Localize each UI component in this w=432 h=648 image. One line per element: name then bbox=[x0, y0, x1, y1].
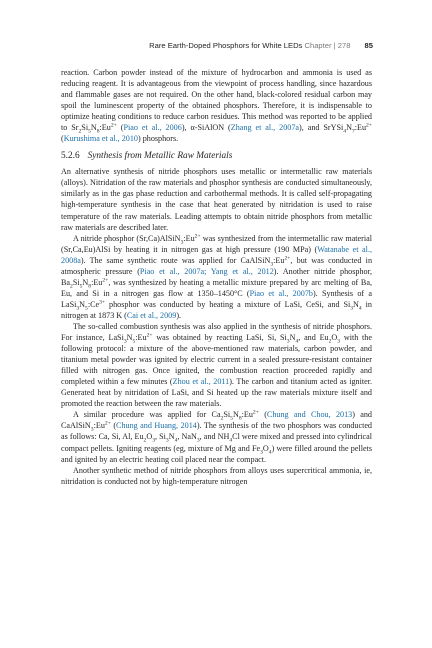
body-text bbox=[61, 67, 372, 487]
citation-link[interactable]: Piao et al., 2006 bbox=[123, 123, 182, 133]
citation-link[interactable]: Piao et al., 2007a; Yang et al., 2012 bbox=[139, 266, 274, 276]
citation-link[interactable]: Chung and Chou, 2013 bbox=[266, 410, 353, 420]
citation-link[interactable]: Chung and Huang, 2014 bbox=[116, 421, 197, 431]
book-title: Rare Earth-Doped Phosphors for White LEDs bbox=[149, 41, 303, 50]
running-header bbox=[149, 41, 373, 50]
citation-link[interactable]: Cai et al., 2009 bbox=[126, 310, 177, 320]
citation-link[interactable]: Zhang et al., 2007a bbox=[230, 123, 300, 133]
citation-link[interactable]: Watanabe et al., 2008a bbox=[61, 244, 372, 265]
section-number: 5.2.6 bbox=[61, 151, 80, 162]
page-number: 85 bbox=[364, 41, 373, 50]
paragraph-5: A similar procedure was applied for $Ca_2Si_5N_8:Eu^{2+}$ (Chung and Chou, 2013) and $CaAlSiN_3:Eu^{2+}$ (Chung and Huang, 2014). The synthesis of the two phosphors was conducted as follows: Ca, Si, Al, $Eu_2O_3$, $Si_3N_4$, NaN$_3$, and $NH_4Cl$ were mixed and pressed into cylindrical compact pellets. Igniting reagents (eg, mixture of Mg and $Fe_3O_4$) were filled around the pellets and ignited by an electric heating coil placed near the compact. bbox=[61, 409, 373, 464]
section-title: Synthesis from Metallic Raw Materials bbox=[87, 151, 233, 162]
paragraph-6: Another synthetic method of nitride phosphors from alloys uses supercritical ammonia, ie, nitridation is conducted not by high-temperature nitrogen bbox=[61, 465, 372, 486]
citation-link[interactable]: Zhou et al., 2011 bbox=[172, 377, 230, 387]
section-heading bbox=[61, 150, 372, 162]
paragraph-2: An alternative synthesis of nitride phosphors uses metallic or intermetallic raw materials (alloys). Nitridation of the raw materials and phosphor synthesis are conducted simultaneously, similarly as in the gas phase reduction and carbothermal methods. It is called self-propagating high-temperature synthesis in the case that heat generated by nitridation is used to raise temperature of the raw materials. Leading attempts to obtain nitride phosphors from metallic raw materials are described later. bbox=[61, 167, 372, 232]
paragraph-1: reaction. Carbon powder instead of the mixture of hydrocarbon and ammonia is used as reducing reagent. It is advantageous from the viewpoint of process handling, since hazardous and flammable gases are not required. On the other hand, black-colored residual carbon may spoil the luminescent property of the obtained phosphors. Therefore, it is indispensable to optimize heating conditions to reduce carbon residues. This method was reported to be applied to $Sr_2Si_5N_8:Eu^{2+}$ (Piao et al., 2006), α-SiAlON (Zhang et al., 2007a), and $SrYSi_4N_7:Eu^{2+}$ (Kurushima et al., 2010) phosphors. bbox=[61, 68, 372, 144]
chapter-label: Chapter | 278 bbox=[304, 41, 351, 50]
paragraph-4: The so-called combustion synthesis was also applied in the synthesis of nitride phosphors. For instance, $LaSi_3N_5:Eu^{2+}$ was obtained by reacting LaSi, Si, $Si_3N_4$, and $Eu_2O_3$ with the following protocol: a mixture of the above-mentioned raw materials, carbon powder, and titanium metal powder was ignited by electric current in a sealed pressure-resistant container filled with nitrogen gas. Once ignited, the combustion reaction proceeded rapidly and completed within a few minutes (Zhou et al., 2011). The carbon and titanium acted as igniter. Generated heat by nitridation of LaSi, and Si heated up the raw materials mixture itself and promoted the reaction between the raw materials. bbox=[61, 321, 372, 409]
paragraph-3: A nitride phosphor $(Sr,Ca)AlSiN_3:Eu^{2+}$ was synthesized from the intermetallic raw material (Sr,Ca,Eu)AlSi by heating it in nitrogen gas at high pressure (190 MPa) (Watanabe et al., 2008a). The same synthetic route was applied for $CaAlSiN_3:Eu^{2+}$, but was conducted in atmospheric pressure (Piao et al., 2007a; Yang et al., 2012). Another nitride phosphor, $Ba_2Si_5N_8:Eu^{2+}$, was synthesized by heating a metallic mixture prepared by arc melting of Ba, Eu, and Si in a nitrogen gas flow at 1350–1450°C (Piao et al., 2007b). Synthesis of a $LaSi_3N_5:Ce^{3+}$ phosphor was conducted by heating a mixture of LaSi, CeSi, and $Si_3N_4$ in nitrogen at 1873 K (Cai et al., 2009). bbox=[61, 232, 373, 320]
citation-link[interactable]: Kurushima et al., 2010 bbox=[63, 134, 138, 144]
citation-link[interactable]: Piao et al., 2007b bbox=[249, 288, 313, 298]
